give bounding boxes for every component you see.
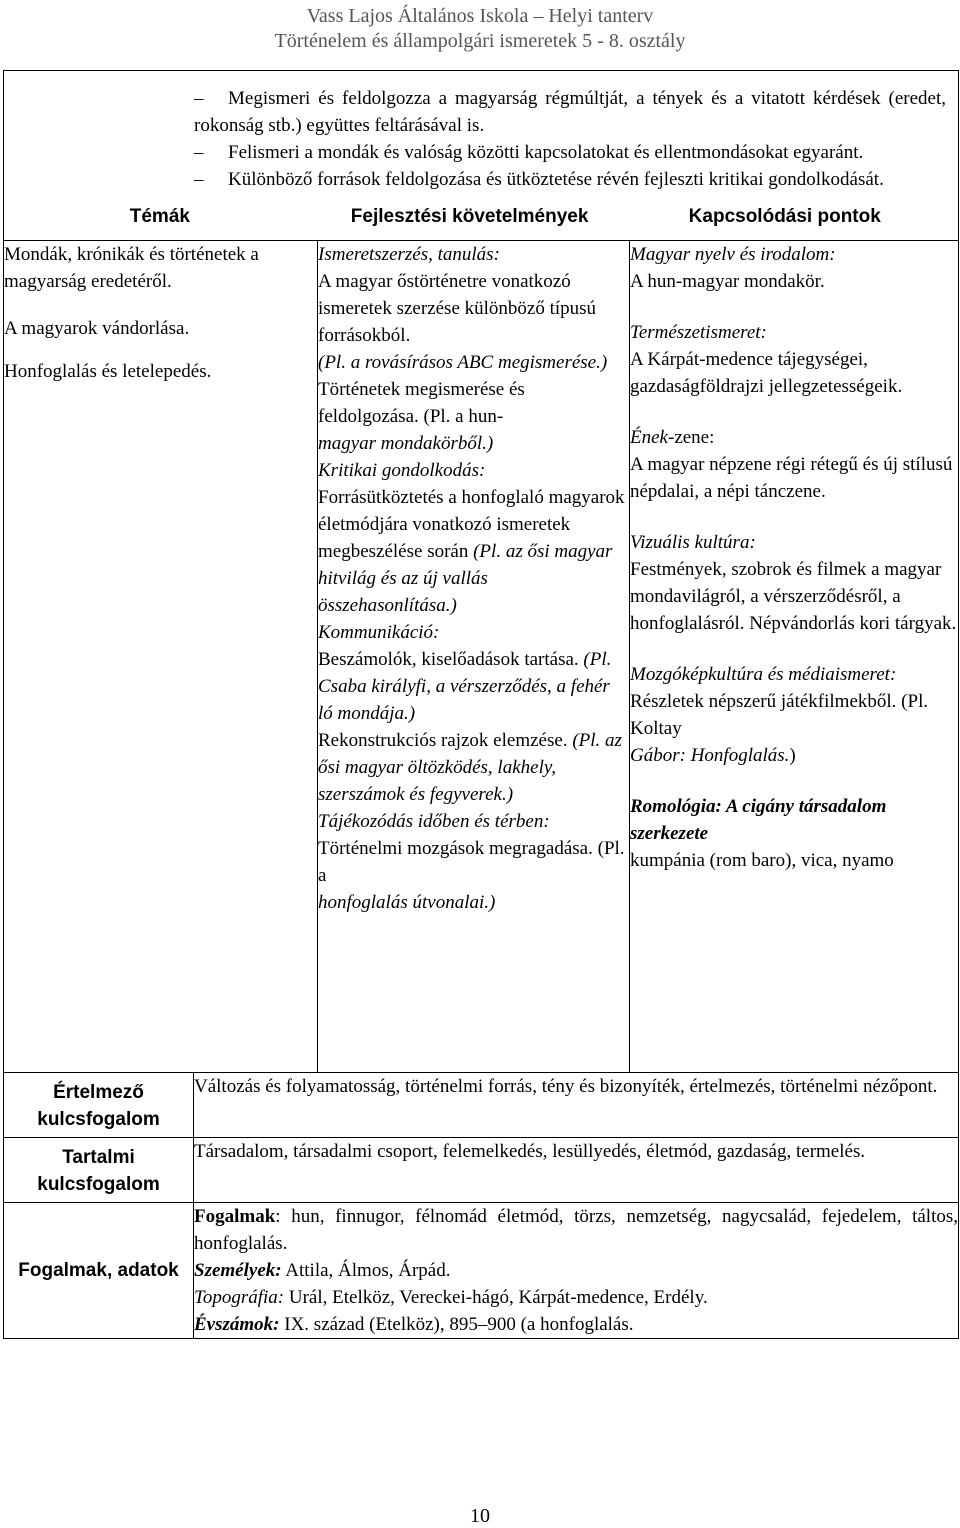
curriculum-table — [3, 70, 959, 1339]
dev-text: Történelmi mozgások megragadása. (Pl. a — [318, 838, 625, 886]
fejlesztes-cell — [318, 241, 630, 1073]
header-kapcsolodasi: Kapcsolódási pontok — [688, 206, 881, 227]
topic-2: A magyarok vándorlása. — [4, 318, 190, 339]
kapcsolodas-cell — [630, 241, 959, 1073]
goal-item: – Különböző források feldolgozása és ütköztetése révén fejleszti kritikai gondolkodását. — [194, 169, 884, 190]
link-heading: Romológia: A cigány társadalom szerkezete — [630, 796, 887, 844]
fogalmak-value — [194, 1203, 959, 1339]
ertelmezo-row — [4, 1073, 959, 1138]
link-example: Gábor: Honfoglalás. — [630, 745, 790, 766]
dev-heading: Tájékozódás időben és térben: — [318, 811, 550, 832]
column-headers — [4, 193, 946, 238]
curriculum-title: Történelem és állampolgári ismeretek 5 - 8. osztály — [274, 30, 686, 52]
dev-example: magyar mondakörből.) — [318, 433, 494, 454]
link-text: A Kárpát-medence tájegységei, gazdaságföldrajzi jellegzetességeik. — [630, 349, 903, 397]
link-text: kumpánia (rom baro), vica, nyamo — [630, 850, 894, 871]
link-text: A magyar népzene régi rétegű és új stílusú népdalai, a népi tánczene. — [630, 454, 953, 502]
page-number: 10 — [470, 1505, 490, 1527]
topografia-key: Topográfia: — [194, 1287, 285, 1308]
dev-text: Rekonstrukciós rajzok elemzése. — [318, 730, 568, 751]
dev-heading: Kommunikáció: — [318, 622, 440, 643]
dev-heading: Ismeretszerzés, tanulás: — [318, 244, 500, 265]
link-example-end: ) — [789, 745, 796, 766]
topografia-text: Urál, Etelköz, Vereckei-hágó, Kárpát-medence, Erdély. — [284, 1287, 708, 1308]
fogalmak-key: Fogalmak — [194, 1206, 276, 1227]
goals-row — [4, 71, 959, 241]
link-text: Festmények, szobrok és filmek a magyar mondavilágról, a vérszerződésről, a honfoglalásról. Népvándorlás kori tárgyak. — [630, 559, 957, 634]
temak-cell — [4, 241, 318, 1073]
fogalmak-row — [4, 1203, 959, 1339]
goals-cell — [4, 71, 959, 241]
dev-example: (Pl. a rovásírásos ABC megismerése.) — [318, 352, 608, 373]
content-row — [4, 241, 959, 1073]
link-heading: Mozgóképkultúra és médiaismeret: — [630, 664, 897, 685]
tartalmi-value: Társadalom, társadalmi csoport, felemelkedés, lesüllyedés, életmód, gazdaság, termelés. — [194, 1138, 959, 1203]
goal-item: – Megismeri és feldolgozza a magyarság régmúltját, a tények és a vitatott kérdések (eredet, rokonság stb.) együttes feltárásával is. — [194, 88, 947, 136]
dev-text: Forrásütköztetés a honfoglaló magyarok életmódjára vonatkozó ismeretek megbeszélése során — [318, 487, 625, 562]
evszamok-key: Évszámok: — [194, 1314, 280, 1335]
link-heading: Magyar nyelv és irodalom: — [630, 244, 836, 265]
tartalmi-label: Tartalmi kulcsfogalom — [4, 1138, 194, 1203]
page-header — [0, 4, 960, 54]
link-heading: Természetismeret: — [630, 322, 767, 343]
szemelyek-key: Személyek: — [194, 1260, 282, 1281]
dev-example: honfoglalás útvonalai.) — [318, 892, 496, 913]
topic-3: Honfoglalás és letelepedés. — [4, 361, 212, 382]
dev-example: (Pl. Csaba királyfi, a vérszerződés, a fehér ló mondája.) — [318, 649, 612, 724]
ertelmezo-label: Értelmező kulcsfogalom — [4, 1073, 194, 1138]
goal-text: Felismeri a mondák és valóság közötti kapcsolatokat és ellentmondásokat egyaránt. — [228, 142, 864, 163]
goal-text: Megismeri és feldolgozza a magyarság régmúltját, a tények és a vitatott kérdések (eredet, rokonság stb.) együttes feltárásával is. — [194, 88, 947, 136]
fogalmak-label: Fogalmak, adatok — [4, 1203, 194, 1339]
link-text: A hun-magyar mondakör. — [630, 271, 825, 292]
dev-example: (Pl. az ősi magyar hitvilág és az új vallás összehasonlítása.) — [318, 541, 613, 616]
header-fejlesztesi: Fejlesztési követelmények — [350, 206, 589, 227]
goal-text: Különböző források feldolgozása és ütköztetése révén fejleszti kritikai gondolkodását. — [228, 169, 884, 190]
dev-text: Történetek megismerése és feldolgozása. (Pl. a hun- — [318, 379, 525, 427]
link-text: Részletek népszerű játékfilmekből. (Pl. Koltay — [630, 691, 929, 739]
topic-1: Mondák, krónikák és történetek a magyarság eredetéről. — [4, 244, 259, 292]
dev-heading: Kritikai gondolkodás: — [318, 460, 486, 481]
school-name: Vass Lajos Általános Iskola – Helyi tanterv — [306, 5, 654, 27]
link-heading: Vizuális kultúra: — [630, 532, 756, 553]
fogalmak-text: : hun, finnugor, félnomád életmód, törzs, nemzetség, nagycsalád, fejedelem, táltos, honfoglalás. — [194, 1206, 959, 1254]
dev-text: A magyar őstörténetre vonatkozó ismeretek szerzése különböző típusú forrásokból. — [318, 271, 597, 346]
tartalmi-row — [4, 1138, 959, 1203]
dev-example: (Pl. az ősi magyar öltözködés, lakhely, szerszámok és fegyverek.) — [318, 730, 622, 805]
dev-text: Beszámolók, kiselőadások tartása. — [318, 649, 579, 670]
link-heading-rest: zene: — [674, 427, 715, 448]
evszamok-text: IX. század (Etelköz), 895–900 (a honfoglalás. — [279, 1314, 634, 1335]
link-heading: Ének- — [630, 427, 675, 448]
goal-item: – Felismeri a mondák és valóság közötti kapcsolatokat és ellentmondásokat egyaránt. — [194, 142, 864, 163]
header-temak: Témák — [129, 206, 190, 227]
szemelyek-text: Attila, Álmos, Árpád. — [281, 1260, 451, 1281]
ertelmezo-value: Változás és folyamatosság, történelmi forrás, tény és bizonyíték, értelmezés, történelmi nézőpont. — [194, 1073, 959, 1138]
